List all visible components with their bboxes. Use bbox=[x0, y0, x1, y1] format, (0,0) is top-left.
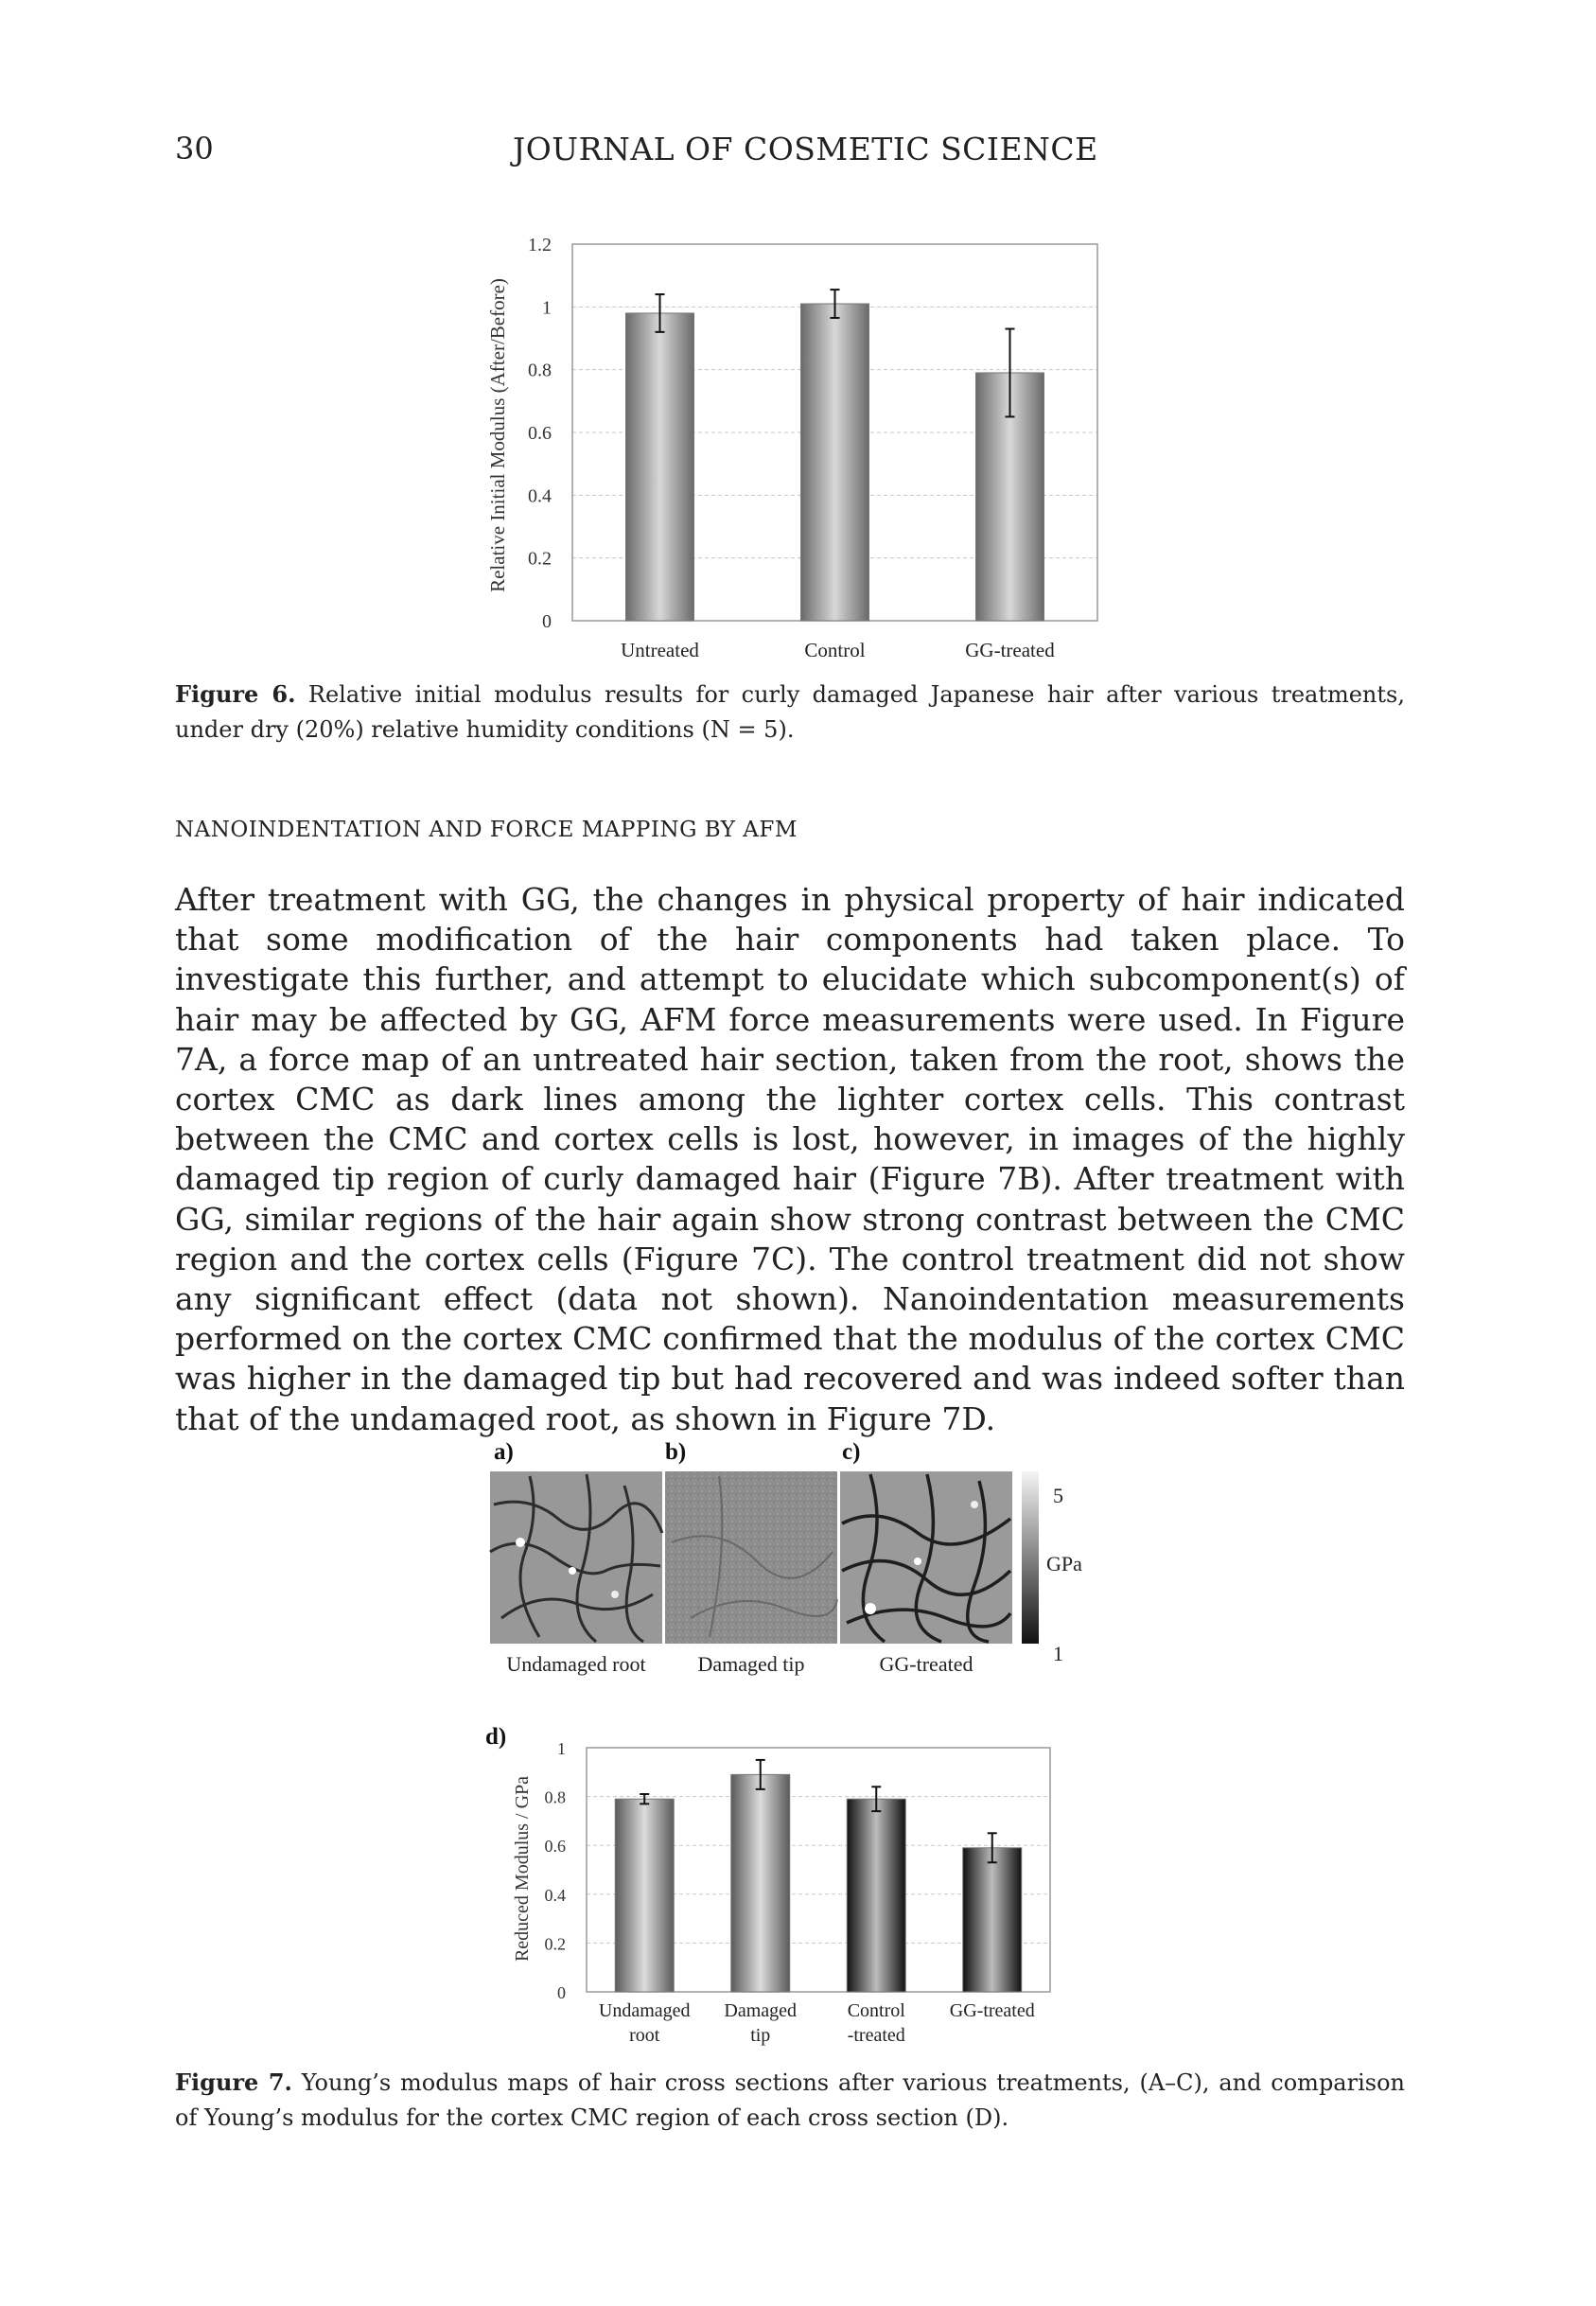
y-tick-label: 0.6 bbox=[544, 1837, 566, 1857]
figure7-caption-label: Figure 7. bbox=[175, 2068, 292, 2096]
x-category-label: Control bbox=[804, 639, 866, 661]
map-label-undamaged-root: Undamaged root bbox=[506, 1652, 646, 1676]
map-a-particle bbox=[611, 1591, 619, 1598]
x-category-label: tip bbox=[750, 2025, 771, 2046]
page-number: 30 bbox=[175, 131, 214, 167]
map-c-particle bbox=[914, 1558, 921, 1565]
figure7-caption bbox=[175, 2065, 1405, 2136]
figure6-caption-text: Relative initial modulus results for curly damaged Japanese hair after various treatments, under dry (20%) relative humidity conditions (N = 5). bbox=[175, 681, 1405, 743]
bar bbox=[731, 1774, 790, 1992]
y-tick-label: 0 bbox=[557, 1983, 566, 2002]
colorbar-min: 1 bbox=[1053, 1642, 1063, 1665]
map-a-particle bbox=[569, 1567, 576, 1575]
y-tick-label: 1 bbox=[542, 297, 552, 319]
map-c-particle bbox=[865, 1603, 876, 1614]
map-label-gg-treated: GG-treated bbox=[879, 1652, 973, 1676]
y-tick-label: 0.8 bbox=[528, 360, 552, 381]
map-panel-b bbox=[665, 1439, 837, 1676]
map-undamaged-root bbox=[490, 1471, 662, 1644]
colorbar-gradient bbox=[1022, 1471, 1039, 1644]
y-tick-label: 1 bbox=[557, 1739, 566, 1758]
bar bbox=[615, 1799, 674, 1992]
y-tick-label: 0.8 bbox=[544, 1787, 566, 1807]
figure6-chart bbox=[473, 227, 1135, 672]
x-category-label: Untreated bbox=[621, 639, 699, 661]
section-heading: NANOINDENTATION AND FORCE MAPPING BY AFM bbox=[175, 818, 798, 842]
figure7d-ylabel: Reduced Modulus / GPa bbox=[512, 1775, 533, 1963]
x-category-label: Control bbox=[847, 2000, 905, 2021]
y-tick-label: 0 bbox=[542, 611, 552, 632]
x-category-label: root bbox=[629, 2025, 660, 2046]
y-tick-label: 0.4 bbox=[528, 485, 552, 507]
colorbar-max: 5 bbox=[1053, 1484, 1063, 1507]
panel-a-label: a) bbox=[494, 1439, 514, 1465]
bar bbox=[801, 304, 869, 621]
colorbar bbox=[1022, 1471, 1082, 1665]
panel-b-label: b) bbox=[665, 1439, 687, 1465]
figure6-ylabel: Relative Initial Modulus (After/Before) bbox=[486, 278, 509, 592]
y-tick-label: 0.2 bbox=[544, 1934, 566, 1954]
body-paragraph: After treatment with GG, the changes in physical property of hair indicated that some modification of the hair components had taken place. To investigate this further, and attempt to elucidate which subcomponent(s) of hair may be affected by GG, AFM force measurements were used. In Figure 7A, a force map of an untreated hair section, taken from the root, shows the cortex CMC as dark lines among the lighter cortex cells. This contrast between the CMC and cortex cells is lost, however, in images of the highly damaged tip region of curly damaged hair (Figure 7B). After treatment with GG, similar regions of the hair again show strong contrast between the CMC region and the cortex cells (Figure 7C). The control treatment did not show any significant effect (data not shown). Nanoindentation measurements performed on the cortex CMC confirmed that the modulus of the cortex CMC was higher in the damaged tip but had recovered and was indeed softer than that of the undamaged root, as shown in Figure 7D. bbox=[175, 881, 1405, 1437]
y-tick-label: 0.2 bbox=[528, 548, 552, 570]
map-c-particle bbox=[971, 1501, 978, 1508]
map-a-particle bbox=[516, 1538, 525, 1547]
x-category-label: GG-treated bbox=[949, 2000, 1035, 2021]
figure7-maps bbox=[473, 1429, 1116, 1703]
x-category-label: Undamaged bbox=[598, 2000, 691, 2021]
bar bbox=[963, 1848, 1022, 1992]
map-panel-a bbox=[490, 1439, 662, 1676]
panel-d-label: d) bbox=[485, 1724, 507, 1750]
map-panel-c bbox=[840, 1439, 1012, 1676]
colorbar-unit: GPa bbox=[1046, 1552, 1082, 1575]
x-category-label: Damaged bbox=[724, 2000, 798, 2021]
y-tick-label: 0.4 bbox=[544, 1885, 566, 1905]
x-category-label: GG-treated bbox=[965, 639, 1055, 661]
panel-c-label: c) bbox=[842, 1439, 861, 1465]
journal-title: JOURNAL OF COSMETIC SCIENCE bbox=[513, 131, 1098, 167]
bar bbox=[626, 313, 694, 621]
figure6-caption bbox=[175, 677, 1405, 748]
y-tick-label: 1.2 bbox=[528, 235, 552, 255]
y-tick-label: 0.6 bbox=[528, 423, 552, 444]
x-category-label: -treated bbox=[847, 2025, 905, 2046]
figure7-caption-text: Young’s modulus maps of hair cross sections after various treatments, (A–C), and comparison of Young’s modulus for the cortex CMC region of each cross section (D). bbox=[175, 2069, 1405, 2131]
bar bbox=[847, 1799, 905, 1992]
map-label-damaged-tip: Damaged tip bbox=[697, 1652, 805, 1676]
figure7d-chart bbox=[473, 1708, 1079, 2049]
figure6-caption-label: Figure 6. bbox=[175, 680, 296, 708]
